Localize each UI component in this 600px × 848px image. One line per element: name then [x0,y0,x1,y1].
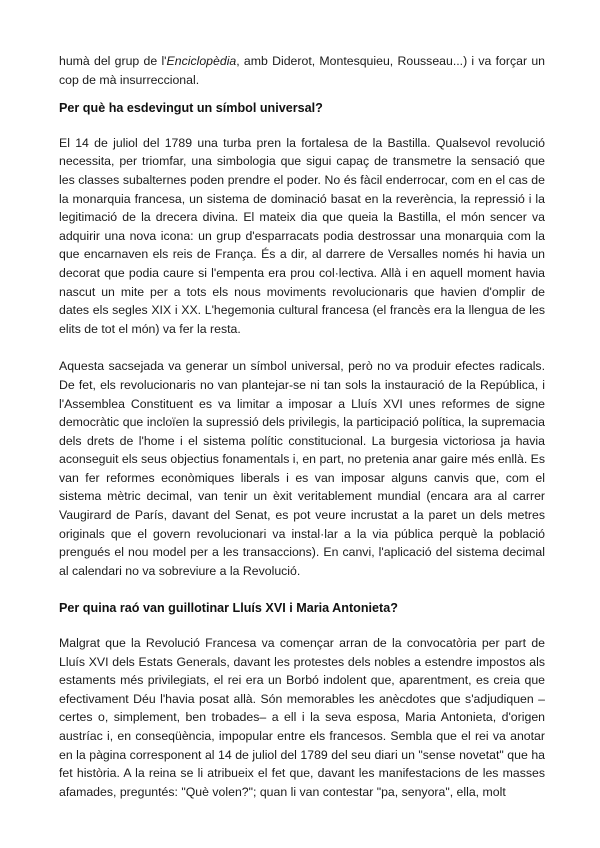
encyclopedia-title: Enciclopèdia [166,54,237,68]
section-heading-guillotine: Per quina raó van guillotinar Lluís XVI i Maria Antonieta? [59,601,398,616]
paragraph-louis-marie-antoinette: Malgrat que la Revolució Francesa va començar arran de la convocatòria per part de Lluís XVI dels Estats Generals, davant les protestes dels nobles a estendre impostos als estaments més privilegiats, el rei era un Borbó indolent que, aparentment, es creia que efectivament Déu l'havia posat allà. Són memorables les anècdotes que s'adjudiquen – certes o, simplement, ben trobades– a ell i la seva esposa, Maria Antonieta, d'origen austríac i, en conseqüència, impopular entre els francesos. Sembla que el rei va anotar en la pàgina corresponent al 14 de juliol del 1789 del seu diari un "sense novetat" que ha fet història. A la reina se li atribueix el fet que, davant les manifestacions de les masses afamades, preguntés: "Què volen?"; quan li van contestar "pa, senyora", ella, molt [59,636,545,799]
intro-paragraph: humà del grup de l'Enciclopèdia, amb Diderot, Montesquieu, Rousseau...) i va forçar un cop de mà insurreccional. [59,54,545,87]
paragraph-universal-symbol: Aquesta sacsejada va generar un símbol universal, però no va produir efectes radicals. De fet, els revolucionaris no van plantejar-se ni tan sols la instauració de la República, i l'Assemblea Constituent es va limitar a imposar a Lluís XVI unes reformes de signe democràtic que incloïen la supressió dels privilegis, la participació política, la supremacia dels drets de l'home i el sistema polític constitucional. La burgesia victoriosa ja havia aconseguit els seus objectius fonamentals i, en part, no pretenia anar gaire més enllà. Es van fer reformes econòmiques liberals i es van imposar alguns canvis que, com el sistema mètric decimal, van tenir un èxit veritablement mundial (encara ara al carrer Vaugirard de París, davant del Senat, es pot veure incrustat a la paret un dels metres originals que el govern revolucionari va instal·lar a la via pública perquè la població prengués el nou model per a les transaccions). En canvi, l'aplicació del sistema decimal al calendari no va sobreviure a la Revolució. [59,359,546,578]
paragraph-bastille: El 14 de juliol del 1789 una turba pren la fortalesa de la Bastilla. Qualsevol revolució necessita, per triomfar, una simbologia que sigui capaç de transmetre la sensació que les classes subalternes poden prendre el poder. No és fàcil enderrocar, com en el cas de la monarquia francesa, un sistema de dominació basat en la reverència, la repressió i la legitimació de la drecera divina. El mateix dia que queia la Bastilla, el món sencer va adquirir una nova icona: un grup d'esparracats podia destrossar una monarquia com la que encarnaven els reis de França. És a dir, al darrere de Versalles només hi havia un decorat que podia caure si l'empenta era prou col·lectiva. Allà i en aquell moment havia nascut un mite per a tots els nous moviments revolucionaris que havien d'omplir de dates els segles XIX i XX. L'hegemonia cultural francesa (el francès era la llengua de les elits de tot el món) va fer la resta. [59,135,545,336]
section-heading-universal-symbol: Per què ha esdevingut un símbol universal? [59,101,323,116]
document-page [59,52,545,801]
